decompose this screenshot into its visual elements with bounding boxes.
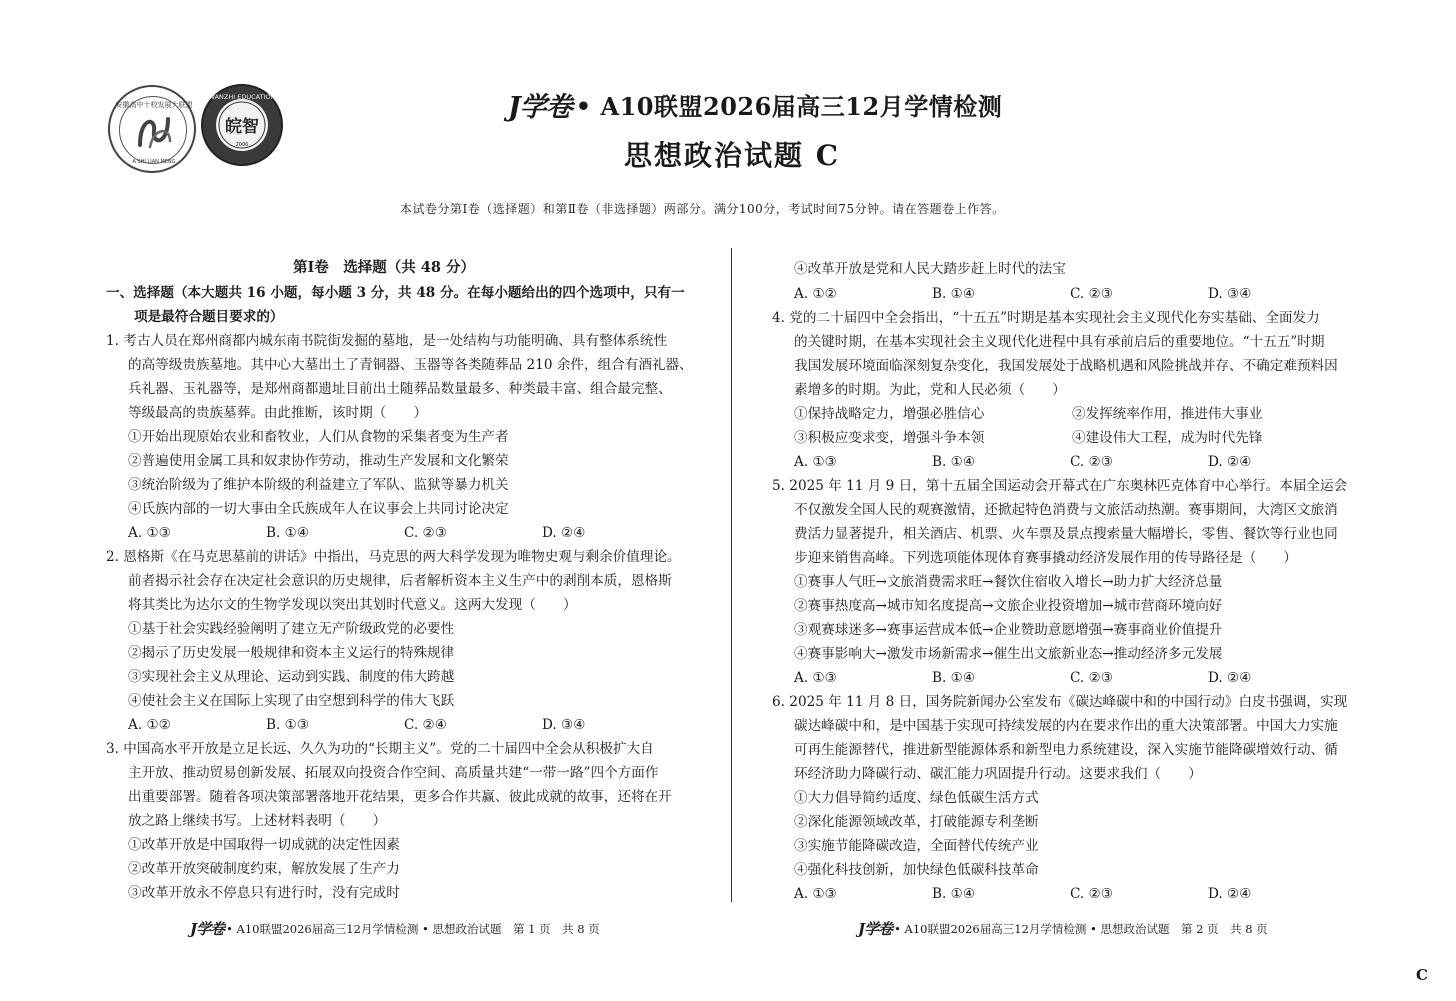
q4-item-4: ④建设伟大工程，成为时代先锋 bbox=[1072, 430, 1263, 446]
exam-title bbox=[508, 86, 1002, 122]
q1-option-a: A. ①③ bbox=[128, 525, 171, 541]
section-instr-line2: 项是最符合题目要求的） bbox=[134, 309, 284, 325]
q5-item-4: ④赛事影响大→激发市场新需求→催生出文旅新业态→推动经济多元发展 bbox=[794, 646, 1223, 662]
q3-option-c: C. ②③ bbox=[1070, 286, 1113, 302]
q1-option-d: D. ②④ bbox=[542, 525, 586, 541]
q2-item-1: ①基于社会实践经验阐明了建立无产阶级政党的必要性 bbox=[128, 621, 455, 637]
section-instr-line1: 一、选择题（本大题共 16 小题，每小题 3 分，共 48 分。在每小题给出的四个选项中，只有一 bbox=[106, 285, 685, 301]
q6-item-3: ③实施节能降碳改造，全面替代传统产业 bbox=[794, 838, 1039, 854]
seal-left-text: 安徽高中十校发展大联盟 bbox=[115, 101, 193, 109]
seal-left-sub: A SHI LIAN MENG bbox=[132, 159, 176, 165]
q1-stem-line-3: 兵礼器、玉礼器等，是郑州商都遗址目前出土随葬品数量最多、种类最丰富、组合最完整、 bbox=[128, 381, 672, 397]
q4-stem-line-4: 素增多的时期。为此，党和人民必须（ ） bbox=[794, 382, 1066, 398]
q2-stem-line-1: 2. 恩格斯《在马克思墓前的讲话》中指出，马克思的两大科学发现为唯物史观与剩余价值理论。 bbox=[106, 549, 681, 565]
q2-item-4: ④使社会主义在国际上实现了由空想到科学的伟大飞跃 bbox=[128, 693, 455, 709]
q1-item-3: ③统治阶级为了维护本阶级的利益建立了军队、监狱等暴力机关 bbox=[128, 477, 509, 493]
q5-option-a: A. ①③ bbox=[794, 670, 837, 686]
q4-option-d: D. ②④ bbox=[1208, 454, 1252, 470]
paper-version-letter: C bbox=[1416, 966, 1428, 984]
q3-item-2: ②改革开放突破制度约束，解放发展了生产力 bbox=[128, 861, 400, 877]
q6-option-a: A. ①③ bbox=[794, 886, 837, 902]
q6-item-1: ①大力倡导简约适度、绿色低碳生活方式 bbox=[794, 790, 1039, 806]
q5-option-d: D. ②④ bbox=[1208, 670, 1252, 686]
q1-stem-line-1: 1. 考古人员在郑州商都内城东南书院街发掘的墓地，是一处结构与功能明确、具有整体系统性 bbox=[106, 333, 668, 349]
q1-item-1: ①开始出现原始农业和畜牧业，人们从食物的采集者变为生产者 bbox=[128, 429, 509, 445]
q2-item-3: ③实现社会主义从理论、运动到实践、制度的伟大跨越 bbox=[128, 669, 455, 685]
q2-item-2: ②揭示了历史发展一般规律和资本主义运行的特殊规律 bbox=[128, 645, 455, 661]
q3-item-4: ④改革开放是党和人民大踏步赶上时代的法宝 bbox=[794, 261, 1066, 277]
q3-item-3: ③改革开放永不停息只有进行时，没有完成时 bbox=[128, 885, 400, 901]
q3-stem-line-1: 3. 中国高水平开放是立足长远、久久为功的“长期主义”。党的二十届四中全会从积极扩大自 bbox=[106, 741, 654, 757]
q4-option-c: C. ②③ bbox=[1070, 454, 1113, 470]
q3-stem-line-2: 主开放、推动贸易创新发展、拓展双向投资合作空间、高质量共建“一带一路”四个方面作 bbox=[128, 765, 659, 781]
alliance-seal-logo bbox=[108, 85, 196, 173]
q6-item-4: ④强化科技创新，加快绿色低碳科技革命 bbox=[794, 862, 1039, 878]
seal-right-text: WANZHI EDUCATION bbox=[208, 93, 276, 101]
footer-left-text: • A10联盟2026届高三12月学情检测 • 思想政治试题 第 1 页 共 8 页 bbox=[226, 921, 600, 936]
q6-option-c: C. ②③ bbox=[1070, 886, 1113, 902]
q1-stem-line-2: 的高等级贵族墓地。其中心大墓出土了青铜器、玉器等各类随葬品 210 余件，组合有酒礼器、 bbox=[128, 357, 693, 373]
column-divider bbox=[731, 248, 732, 902]
q2-option-c: C. ②④ bbox=[404, 717, 447, 733]
q6-stem-line-2: 碳达峰碳中和，是中国基于实现可持续发展的内在要求作出的重大决策部署。中国大力实施 bbox=[794, 718, 1338, 734]
q2-stem-line-2: 前者揭示社会存在决定社会意识的历史规律，后者解析资本主义生产中的剥削本质，恩格斯 bbox=[128, 573, 672, 589]
q2-option-a: A. ①② bbox=[128, 717, 171, 733]
footer-left bbox=[190, 918, 600, 939]
q1-stem-line-4: 等级最高的贵族墓葬。由此推断，该时期（ ） bbox=[128, 405, 428, 421]
q1-item-2: ②普遍使用金属工具和奴隶协作劳动，推动生产发展和文化繁荣 bbox=[128, 453, 509, 469]
q6-stem-line-1: 6. 2025 年 11 月 8 日，国务院新闻办公室发布《碳达峰碳中和的中国行动》白皮书强调，实现 bbox=[772, 694, 1348, 710]
q6-item-2: ②深化能源领域改革，打破能源专利垄断 bbox=[794, 814, 1039, 830]
q6-option-b: B. ①④ bbox=[932, 886, 976, 902]
q5-option-c: C. ②③ bbox=[1070, 670, 1113, 686]
q6-option-d: D. ②④ bbox=[1208, 886, 1252, 902]
exam-title-main: • A10联盟2026届高三12月学情检测 bbox=[575, 91, 1003, 121]
seal-right-mark: 皖智 bbox=[225, 117, 259, 137]
q5-option-b: B. ①④ bbox=[932, 670, 976, 686]
footer-right-text: • A10联盟2026届高三12月学情检测 • 思想政治试题 第 2 页 共 8 页 bbox=[894, 921, 1268, 936]
q5-item-2: ②赛事热度高→城市知名度提高→文旅企业投资增加→城市营商环境向好 bbox=[794, 598, 1223, 614]
q3-stem-line-3: 出重要部署。随着各项决策部署落地开花结果，更多合作共赢、彼此成就的故事，还将在开 bbox=[128, 789, 672, 805]
q3-option-a: A. ①② bbox=[794, 286, 837, 302]
q4-stem-line-1: 4. 党的二十届四中全会指出，“十五五”时期是基本实现社会主义现代化夯实基础、全面发力 bbox=[772, 310, 1320, 326]
q4-option-b: B. ①④ bbox=[932, 454, 976, 470]
q6-stem-line-4: 环经济助力降碳行动、碳汇能力巩固提升行动。这要求我们（ ） bbox=[794, 766, 1202, 782]
q4-option-a: A. ①③ bbox=[794, 454, 837, 470]
wanzhi-seal-graphic bbox=[201, 84, 283, 166]
q1-option-b: B. ①④ bbox=[266, 525, 310, 541]
q6-stem-line-3: 可再生能源替代，推进新型能源体系和新型电力系统建设，深入实施节能降碳增效行动、循 bbox=[794, 742, 1338, 758]
q5-stem-line-4: 步迎来销售高峰。下列选项能体现体育赛事撬动经济发展作用的传导路径是（ ） bbox=[794, 550, 1297, 566]
q5-stem-line-1: 5. 2025 年 11 月 9 日，第十五届全国运动会开幕式在广东奥林匹克体育中心举行。本届全运会 bbox=[772, 478, 1348, 494]
q1-option-c: C. ②③ bbox=[404, 525, 447, 541]
q5-stem-line-2: 不仅激发全国人民的观赛激情，还掀起特色消费与文旅活动热潮。赛事期间，大湾区文旅消 bbox=[794, 502, 1338, 518]
q4-item-1: ①保持战略定力，增强必胜信心 bbox=[794, 406, 985, 422]
alliance-seal-graphic bbox=[110, 87, 198, 175]
q1-item-4: ④氏族内部的一切大事由全氏族成年人在议事会上共同讨论决定 bbox=[128, 501, 509, 517]
wanzhi-education-seal-logo bbox=[201, 84, 283, 166]
exam-instructions: 本试卷分第Ⅰ卷（选择题）和第Ⅱ卷（非选择题）两部分。满分100分，考试时间75分钟。请在答题卷上作答。 bbox=[400, 202, 1005, 216]
q3-item-1: ①改革开放是中国取得一切成就的决定性因素 bbox=[128, 837, 400, 853]
q2-stem-line-3: 将其类比为达尔文的生物学发现以突出其划时代意义。这两大发现（ ） bbox=[128, 597, 577, 613]
q4-stem-line-2: 的关键时期，在基本实现社会主义现代化进程中具有承前启后的重要地位。“十五五”时期 bbox=[794, 334, 1325, 350]
q4-stem-line-3: 我国发展环境面临深刻复杂变化，我国发展处于战略机遇和风险挑战并存、不确定难预料因 bbox=[794, 358, 1338, 374]
footer-left-brand: J学卷 bbox=[190, 920, 225, 938]
brand-logo-text: J学卷 bbox=[508, 91, 572, 123]
footer-right-brand: J学卷 bbox=[858, 920, 893, 938]
subject-title: 思想政治试题 C bbox=[624, 139, 841, 172]
q3-stem-line-4: 放之路上继续书写。上述材料表明（ ） bbox=[128, 813, 387, 829]
q2-option-b: B. ①③ bbox=[266, 717, 310, 733]
q5-stem-line-3: 费活力显著提升，相关酒店、机票、火车票及景点搜索量大幅增长，零售、餐饮等行业也同 bbox=[794, 526, 1338, 542]
q3-option-b: B. ①④ bbox=[932, 286, 976, 302]
q2-option-d: D. ③④ bbox=[542, 717, 586, 733]
q5-item-1: ①赛事人气旺→文旅消费需求旺→餐饮住宿收入增长→助力扩大经济总量 bbox=[794, 574, 1223, 590]
q4-item-2: ②发挥统率作用，推进伟大事业 bbox=[1072, 406, 1263, 422]
footer-right bbox=[858, 918, 1268, 939]
q5-item-3: ③观赛球迷多→赛事运营成本低→企业赞助意愿增强→赛事商业价值提升 bbox=[794, 622, 1223, 638]
seal-right-year: 2006 bbox=[235, 142, 249, 148]
q4-item-3: ③积极应变求变，增强斗争本领 bbox=[794, 430, 985, 446]
section-title: 第Ⅰ卷 选择题（共 48 分） bbox=[293, 259, 476, 276]
q3-option-d: D. ③④ bbox=[1208, 286, 1252, 302]
